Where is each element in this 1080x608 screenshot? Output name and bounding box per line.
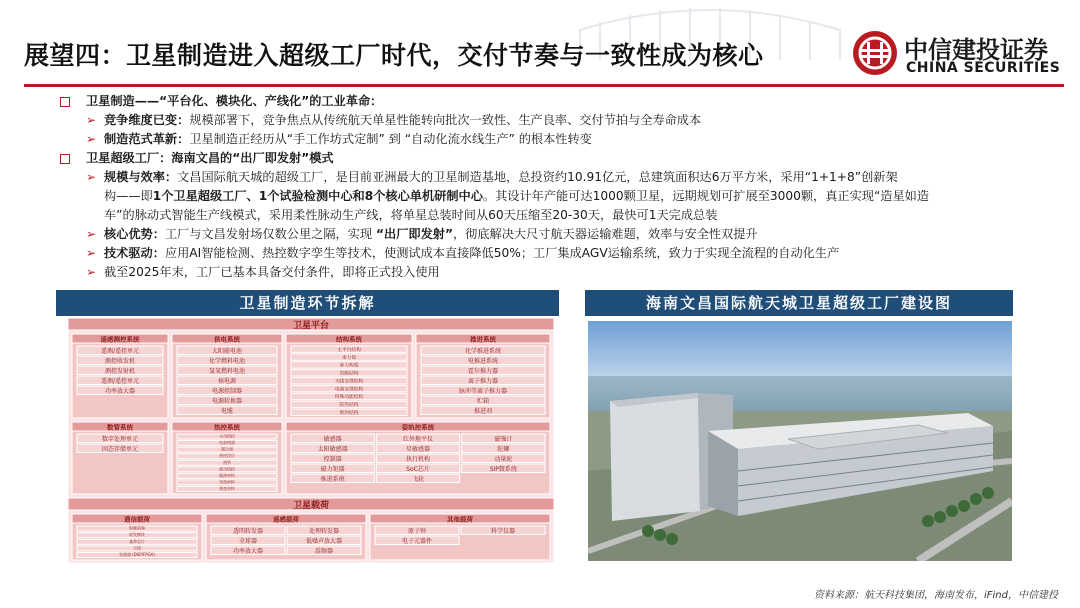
company-logo [852,30,1062,80]
diagram-item-label: 测控收发机 [104,358,136,365]
diagram-item-label: 遥测/遥控单元 [100,378,140,385]
arrow-bullet-icon: ➢ [86,170,97,184]
diagram-item-label: 原子钟 [407,528,427,535]
section-heading: 卫星超级工厂：海南文昌的“出厂即发射”模式 [60,149,1060,168]
diagram-item-label: 星敏感器 [405,446,431,453]
diagram-item-label: 太阳敏感器 [317,446,348,453]
diagram-item-label: 电源控制器 [211,388,243,395]
diagram-group-title: 推进系统 [470,335,496,344]
diagram-item-label: 主平台结构 [337,347,361,353]
diagram-item-label: 天线支撑结构 [334,379,364,385]
diagram-item-label: 红外地平仪 [402,436,434,443]
arrow-bullet-icon: ➢ [86,113,97,127]
diagram-item-label: 制冷器 [221,446,233,452]
diagram-item-label: 化学推进系统 [464,348,502,355]
list-item: ➢ 规模与效率：文昌国际航天城的超级工厂，是目前亚洲最大的卫星制造基地，总投资约10.91亿元，总建筑面积达6万平方米，采用“1+1+8”创新架 构——即1个卫星超级工厂、1个试验检测中心和8个核心单机研制中心。其设计年产能可达1000颗卫星，远期规划可扩展至3000颗，真正实现“造星如造 车”的脉动式智能生产线模式，采用柔性脉动生产线，将单星总装时间从60天压缩至20-30天，最快可1天完成总装 [86,170,930,222]
platform-label: 卫星平台 [292,321,330,331]
source-note: 资料来源：航天科技集团，海南发布，iFind，中信建投 [814,590,1058,601]
page-title: 展望四：卫星制造进入超级工厂时代，交付节奏与一致性成为核心 [24,41,764,70]
diagram-item-label: 处理转发器 [308,528,340,535]
diagram-item-label: 推进系统 [320,476,345,483]
diagram-group-title: 通信载荷 [124,515,150,524]
square-bullet-icon [60,97,70,107]
diagram-group-title: 结构系统 [336,335,362,344]
diagram-item-label: 混频器 [314,548,334,555]
diagram-item-label: 电子元器件 [401,538,433,545]
diagram-group-title: 热控系统 [214,423,240,432]
list-item: ➢ 核心优势：工厂与文昌发射场仅数公里之隔，实现 “出厂即发射”，彻底解决大尺寸航天器运输难题，效率与安全性双提升 [60,225,1060,244]
diagram-item-label: 离子推力器 [467,378,499,385]
diagram-item-label: 贮箱 [476,398,490,405]
diagram-item-label: 隔热材料 [219,472,235,478]
arrow-bullet-icon: ➢ [86,227,97,241]
arrow-bullet-icon: ➢ [86,132,97,146]
diagram-item-label: SoC芯片 [406,466,430,473]
diagram-item-label: 氢氧燃料电池 [208,368,246,375]
diagram-item-label: 基带芯片 [129,538,145,544]
payload-label: 卫星载荷 [292,501,330,511]
diagram-item-label: 磁力矩器 [320,466,345,473]
diagram-item-label: 收发模块 [129,532,145,538]
arrow-bullet-icon: ➢ [86,246,97,260]
diagram-item-label: 数字处理单元 [101,436,139,443]
diagram-item-label: 射频前端 [129,525,145,531]
diagram-item-label: 脉冲等离子推力器 [458,388,508,395]
section-heading: 卫星制造——“平台化、模块化、产线化”的工业革命： [60,92,1060,111]
diagram-item-label: 处理器 (DSP/FPGA) [119,552,155,557]
diagram-group-title: 遥感测控系统 [100,335,140,344]
diagram-item-label: SIP微系统 [489,466,517,473]
citic-logo-icon [852,30,898,76]
diagram-group-title: 数管系统 [107,423,133,432]
diagram-item-label: 电缆 [220,408,234,415]
diagram-item-label: 飞轮 [411,476,425,483]
list-item: ➢ 技术驱动：应用AI智能检测、热控数字孪生等技术，使测试成本直接降低50%；工厂集成AGV运输系统，致力于实现全流程的自动化生产 [60,244,1060,263]
diagram-item-label: 密封结构 [339,411,359,416]
diagram-item-label: 动量轮 [494,456,513,463]
diagram-item-label: 电池支撑结构 [334,387,364,393]
diagram-item-label: 被动热控 [219,466,235,472]
diagram-item-label: 遥测/遥控单元 [100,348,140,355]
factory-photo [588,321,1012,561]
diagram-item-label: 推进剂 [473,408,493,415]
diagram-item-label: 测控发射机 [104,368,136,375]
diagram-item-label: 次级结构 [339,371,359,377]
diagram-item-label: 功率放大器 [104,388,136,395]
diagram-group [72,422,168,494]
diagram-item-label: 电推进系统 [467,358,499,365]
left-panel-title: 卫星制造环节拆解 [56,290,559,316]
title-divider [24,84,1064,87]
diagram-item-label: 全球器 [238,538,258,545]
diagram-item-label: 承力构架 [339,363,359,369]
diagram-item-label: 执行机构 [405,456,431,463]
diagram-item-label: 磁强计 [494,436,513,443]
diagram-item-label: 相变材料 [219,486,235,491]
list-item: ➢ 制造范式革新：卫星制造正经历从“手工作坊式定制” 到 “自动化流水线生产” 的根本性转变 [60,130,1060,149]
diagram-item-label: 敏感器 [323,436,342,443]
diagram-item-label: 热控涂层 [219,453,235,459]
diagram-item-label: 功率放大器 [232,548,264,555]
satellite-breakdown-diagram [68,318,554,563]
diagram-item-label: 化学燃料电池 [208,358,246,365]
diagram-group-title: 姿轨控系统 [401,423,435,432]
diagram-item-label: 陀螺 [497,446,510,453]
diagram-item-label: 核电源 [217,378,237,385]
diagram-item-label: 导热材料 [219,479,235,485]
diagram-item-label: 霍尔推力器 [467,368,499,375]
diagram-item-label: 特殊功能结构 [334,395,364,401]
diagram-item-label: 电源转换器 [211,398,243,405]
diagram-item-label: 低噪声放大器 [305,538,343,545]
diagram-item-label: 太阳能电池 [211,348,243,355]
logo-english-name: CHINA SECURITIES [906,60,1061,76]
diagram-item-label: 承力筒 [341,355,357,361]
diagram-item-label: 防热结构 [339,403,359,409]
diagram-group-title: 其他载荷 [447,515,473,524]
diagram-item-label: 电加热器 [219,440,235,446]
bullet-list [60,92,1060,282]
diagram-item-label: 透明转发器 [232,528,264,535]
arrow-bullet-icon: ➢ [86,265,97,279]
diagram-item-label: 固态存储单元 [101,446,139,453]
list-item: ➢ 截至2025年末，工厂已基本具备交付条件，即将正式投入使用 [60,263,1060,282]
square-bullet-icon [60,154,70,164]
diagram-item-label: 控制器 [323,456,342,463]
diagram-item-label: 科学仪器 [490,528,516,535]
list-item: ➢ 竞争维度已变：规模部署下，竞争焦点从传统航天单星性能转向批次一致性、生产良率、交付节拍与全寿命成本 [60,111,1060,130]
diagram-group-title: 供电系统 [214,335,240,344]
diagram-item-label: 天线 [133,545,141,551]
diagram-item-label: 主动热控 [219,433,235,439]
right-panel-title: 海南文昌国际航天城卫星超级工厂建设图 [585,290,1013,316]
diagram-group-title: 遥感载荷 [273,515,299,524]
logo-chinese-name: 中信建投证券 [904,36,1048,64]
diagram-item-label: 热管 [223,459,231,465]
